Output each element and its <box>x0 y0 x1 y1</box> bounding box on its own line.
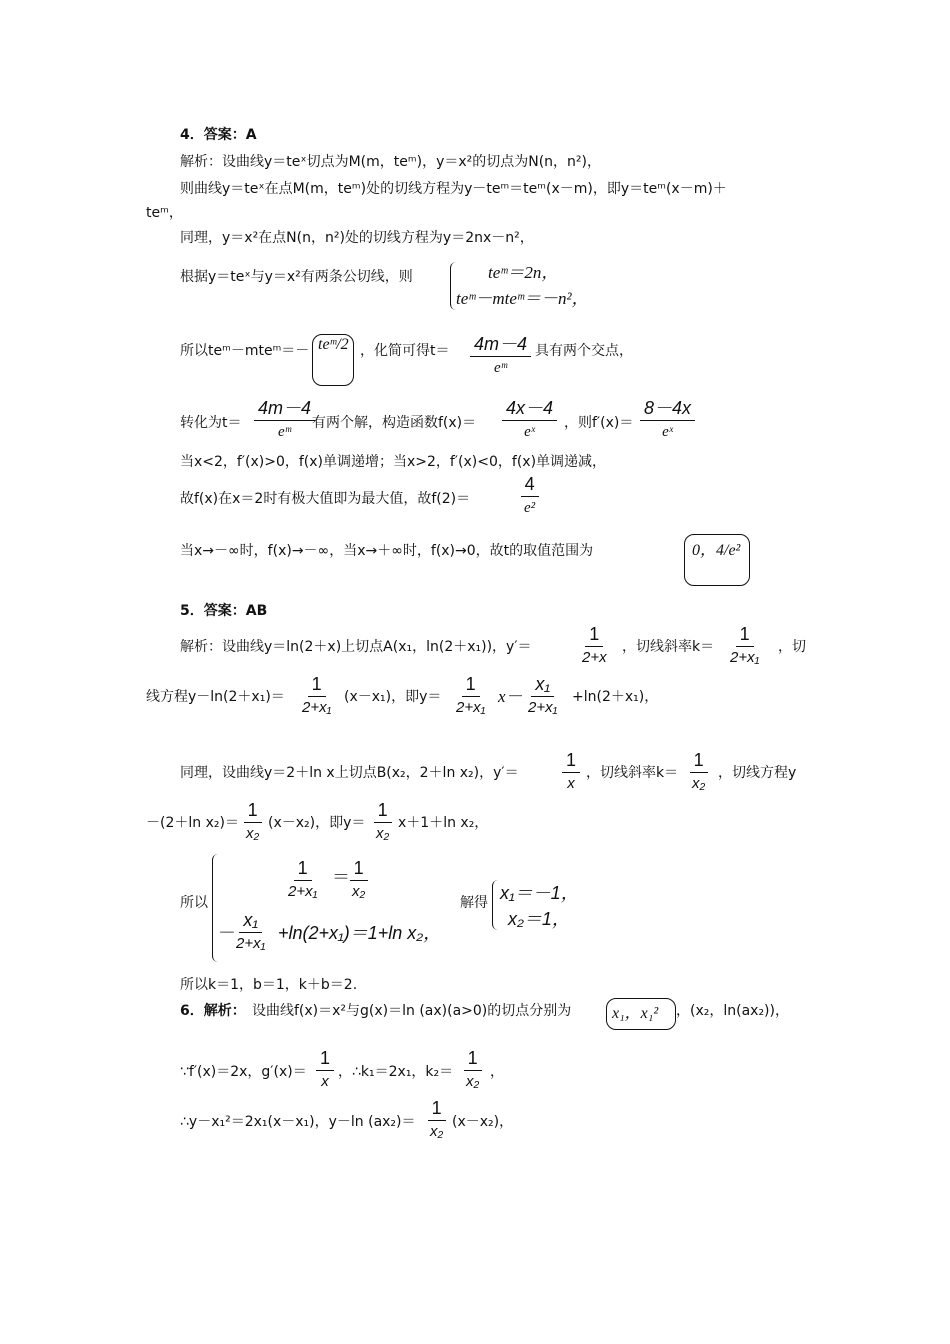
p5-line-2-frac <box>296 674 337 717</box>
p4-line-5-c: 具有两个交点， <box>535 343 633 359</box>
p5-line-3-b: ，切线斜率k＝ <box>586 765 679 781</box>
p4-l6-frac2-num: 4x－4 <box>502 398 557 421</box>
p5-sys2-num: x₁ <box>239 910 262 933</box>
p5-l2-den2: 2+x₁ <box>456 699 486 716</box>
p4-l6-frac3-num: 8－4x <box>640 398 695 421</box>
p5-sys1-den: 2+x₁ <box>288 883 318 900</box>
p4-line-2-cont: teᵐ， <box>146 205 183 221</box>
p5-line-2-c: x－ <box>498 687 523 706</box>
p5-line-2-a: 线方程y－ln(2＋x₁)＝ <box>146 689 285 705</box>
p5-system-brace <box>212 854 221 962</box>
p4-interval: 0，4/e² <box>692 542 741 559</box>
p5-line-3-c: ，切线方程y <box>718 765 797 781</box>
p4-line-5-frac: teᵐ/2 <box>318 336 349 353</box>
p5-l4-den2: x₂ <box>376 825 390 842</box>
p5-line-4-frac2 <box>370 800 395 843</box>
p4-line-3: 同理，y＝x²在点N(n，n²)处的切线方程为y＝2nx－n²， <box>180 230 534 246</box>
p4-line-6-frac1 <box>252 398 317 441</box>
p5-line-2-frac2 <box>450 674 491 717</box>
p5-l2-den3: 2+x₁ <box>528 699 558 716</box>
p4-line-8: 故f(x)在x＝2时有极大值即为最大值，故f(2)＝ <box>180 491 471 507</box>
p4-l6-frac1-num: 4m－4 <box>254 398 315 421</box>
p4-line-9: 当x→－∞时，f(x)→－∞，当x→＋∞时，f(x)→0，故t的取值范围为 <box>180 543 594 559</box>
p5-l3-den2: x₂ <box>692 775 706 792</box>
p5-line-2-d: +ln(2＋x₁)， <box>572 689 659 705</box>
p5-heading: 5．答案：AB <box>180 603 268 619</box>
p5-sol-1: x₁＝－1， <box>500 883 579 903</box>
p4-line-5-b: ，化简可得t＝ <box>360 343 450 359</box>
p5-line-1-a: 解析：设曲线y＝ln(2＋x)上切点A(x₁，ln(2＋x₁))，y′＝ <box>180 639 532 655</box>
p6-line-2-frac <box>314 1048 336 1091</box>
p4-line-6-a: 转化为t＝ <box>180 415 242 431</box>
p4-line-6-frac3 <box>638 398 697 441</box>
p4-line-5-a: 所以teᵐ－mteᵐ＝－ <box>180 343 310 359</box>
p4-line-1: 解析：设曲线y＝teˣ切点为M(m，teᵐ)，y＝x²的切点为N(n，n²)， <box>180 154 602 170</box>
p5-line-3-frac <box>560 750 582 793</box>
p4-system-eq-2: teᵐ－mteᵐ＝－n²， <box>456 289 589 308</box>
p6-line-2-frac2 <box>460 1048 485 1091</box>
p5-l1-num: 1 <box>585 624 603 647</box>
p6-line-3-frac <box>424 1098 449 1141</box>
p4-l8-den: e² <box>524 500 536 516</box>
p5-l2-num: 1 <box>308 674 326 697</box>
p6-point: x₁，x₁² <box>612 1005 659 1022</box>
p5-line-1-frac2 <box>724 624 765 667</box>
p5-sys1-frac-a <box>282 858 323 901</box>
p5-line-4-frac <box>240 800 265 843</box>
p4-line-4: 根据y＝teˣ与y＝x²有两条公切线，则 <box>180 269 413 285</box>
p5-sys1-num: 1 <box>294 858 312 881</box>
p4-l8-num: 4 <box>521 474 539 497</box>
p4-line-6-c: ，则f′(x)＝ <box>564 415 634 431</box>
p6-line-3-a: ∴y－x₁²＝2x₁(x－x₁)，y－ln (ax₂)＝ <box>180 1114 416 1130</box>
p4-frac2-den: eᵐ <box>494 360 507 376</box>
p4-line-7: 当x<2，f′(x)>0，f(x)单调递增；当x>2，f′(x)<0，f(x)单调递减， <box>180 454 607 470</box>
p5-line-5: 所以k＝1，b＝1，k＋b＝2. <box>180 977 358 993</box>
p6-l2-den: x <box>321 1073 329 1090</box>
p5-l3-num2: 1 <box>690 750 708 773</box>
p5-sol-2: x₂＝1， <box>508 909 570 929</box>
p4-line-8-frac <box>518 474 541 517</box>
p5-l3-num: 1 <box>562 750 580 773</box>
p6-line-1-b: ，(x₂，ln(ax₂))， <box>676 1003 789 1019</box>
p4-l6-frac1-den: eᵐ <box>278 424 291 440</box>
p4-line-5 <box>180 342 309 360</box>
p5-line-2-b: (x－x₁)，即y＝ <box>344 689 442 705</box>
p4-l6-frac2-den: eˣ <box>524 424 535 440</box>
p5-line-4-b: (x－x₂)，即y＝ <box>268 815 366 831</box>
p5-line-1-frac <box>576 624 613 667</box>
p6-line-2-b: ，∴k₁＝2x₁，k₂＝ <box>338 1064 454 1080</box>
p6-l2-num: 1 <box>316 1048 334 1071</box>
p6-heading: 6．解析： <box>180 1003 246 1019</box>
p4-line-5-frac2 <box>468 334 533 377</box>
p5-sys1-den2: x₂ <box>352 883 366 900</box>
p6-l2-num2: 1 <box>464 1048 482 1071</box>
p5-l1-den: 2+x <box>582 649 607 666</box>
p5-l4-den: x₂ <box>246 825 260 842</box>
p5-sys1-frac-b <box>346 858 371 901</box>
p5-sys2-frac <box>230 910 271 953</box>
p4-system-eq-1: teᵐ＝2n， <box>488 263 559 282</box>
p5-l2-num3: x₁ <box>531 674 554 697</box>
p5-solve-label: 解得 <box>460 895 488 911</box>
p5-line-2-frac3 <box>522 674 563 717</box>
p5-l2-num2: 1 <box>462 674 480 697</box>
p6-line-2-a: ∵f′(x)＝2x，g′(x)＝ <box>180 1064 307 1080</box>
p4-line-6-frac2 <box>500 398 559 441</box>
p5-system-label: 所以 <box>180 895 208 911</box>
p5-line-4-a: －(2＋ln x₂)＝ <box>146 815 239 831</box>
p5-l4-num: 1 <box>244 800 262 823</box>
p5-l4-num2: 1 <box>374 800 392 823</box>
p4-heading: 4．答案：A <box>180 127 257 143</box>
p5-l3-den: x <box>567 775 575 792</box>
p6-line-2-c: ， <box>490 1064 504 1080</box>
p5-line-3-frac2 <box>686 750 711 793</box>
p4-line-2: 则曲线y＝teˣ在点M(m，teᵐ)处的切线方程为y－teᵐ＝teᵐ(x－m)，即y＝teᵐ(x－m)＋ <box>180 181 727 197</box>
p4-frac2-num: 4m－4 <box>470 334 531 357</box>
p5-line-1-b: ，切线斜率k＝ <box>622 639 715 655</box>
p6-line-1: 设曲线f(x)＝x²与g(x)＝ln (ax)(a>0)的切点分别为 <box>252 1003 572 1019</box>
p6-l3-num: 1 <box>428 1098 446 1121</box>
p5-line-3-a: 同理，设曲线y＝2＋ln x上切点B(x₂，2＋ln x₂)，y′＝ <box>180 765 519 781</box>
p5-l2-den: 2+x₁ <box>302 699 332 716</box>
p6-line-3-b: (x－x₂)， <box>452 1114 514 1130</box>
p6-l2-den2: x₂ <box>466 1073 480 1090</box>
p6-l3-den: x₂ <box>430 1123 444 1140</box>
p4-line-6-b: 有两个解，构造函数f(x)＝ <box>312 415 477 431</box>
p5-line-4-c: x＋1＋ln x₂， <box>398 815 489 831</box>
p5-l1-num2: 1 <box>736 624 754 647</box>
p5-sys1-eq: ＝ <box>332 867 350 887</box>
p5-line-1-c: ，切 <box>778 639 806 655</box>
p5-l1-den2: 2+x₁ <box>730 649 760 666</box>
p5-sys1-num2: 1 <box>350 858 368 881</box>
p5-sys2-minus: － <box>218 923 236 943</box>
p5-sys2-den: 2+x₁ <box>236 935 266 952</box>
p5-sys2-rest: +ln(2+x₁)＝1+ln x₂， <box>278 923 442 943</box>
p4-l6-frac3-den: eˣ <box>662 424 673 440</box>
